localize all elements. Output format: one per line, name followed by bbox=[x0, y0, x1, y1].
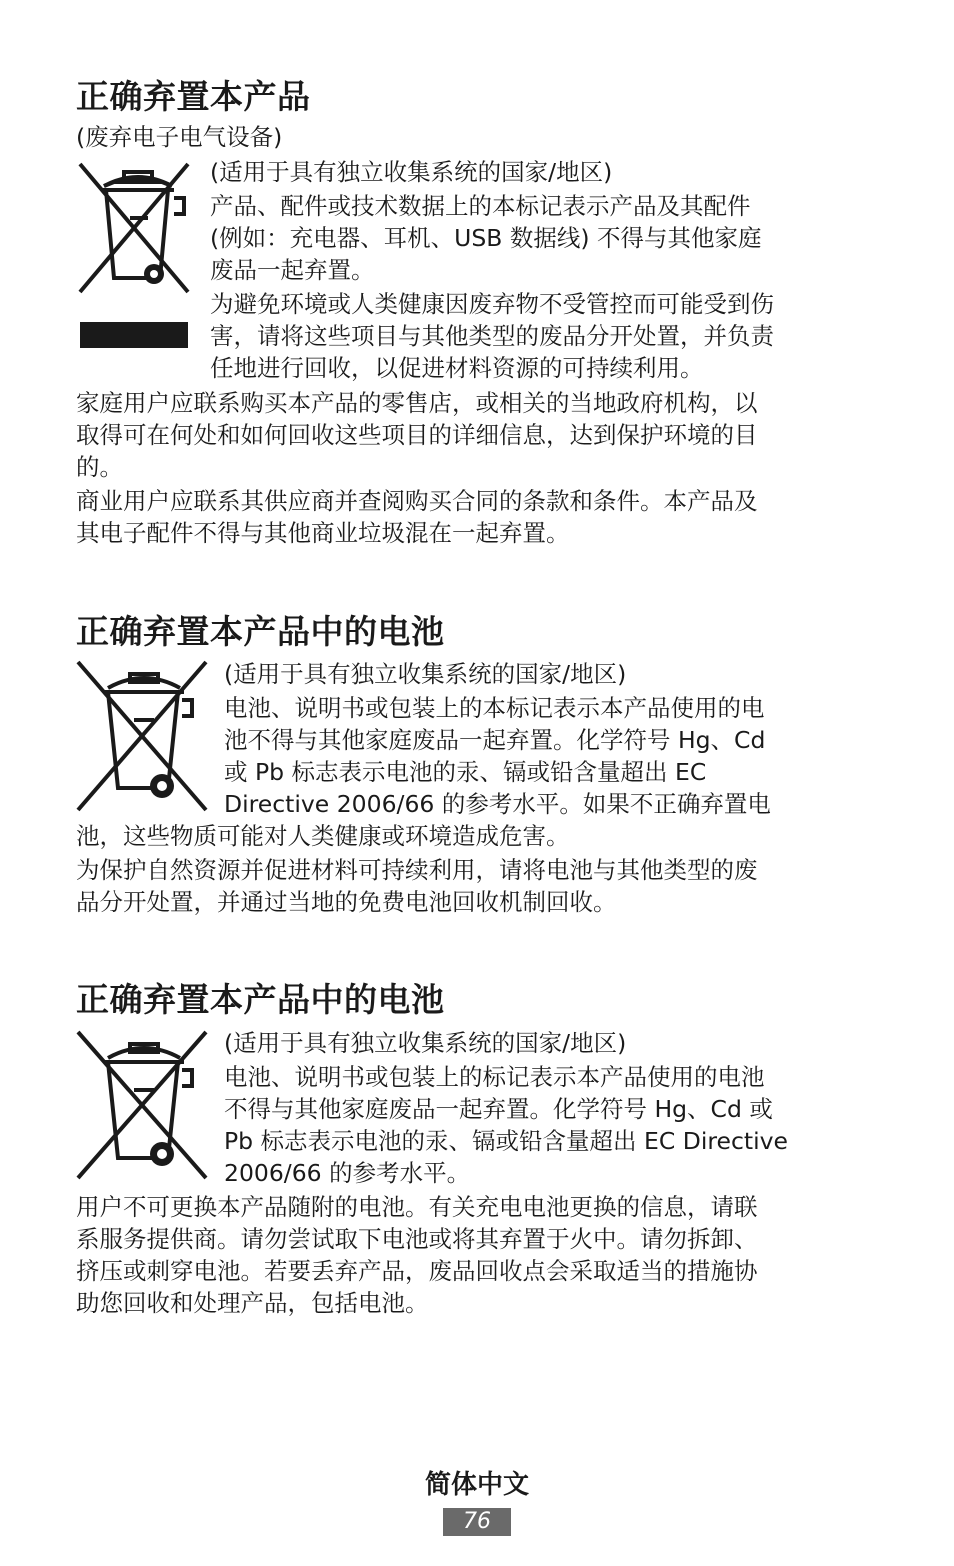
paragraph-line: 挤压或刺穿电池。若要丢弃产品，废品回收点会采取适当的措施协 bbox=[76, 1257, 758, 1285]
paragraph-line: 电池、说明书或包装上的本标记表示本产品使用的电 bbox=[224, 694, 765, 722]
paragraph-line: 2006/66 的参考水平。 bbox=[224, 1159, 471, 1187]
paragraph-line: 不得与其他家庭废品一起弃置。化学符号 Hg、Cd 或 bbox=[224, 1095, 773, 1123]
region-note: (适用于具有独立收集系统的国家/地区) bbox=[224, 660, 627, 688]
paragraph-line: 池，这些物质可能对人类健康或环境造成危害。 bbox=[76, 822, 570, 850]
paragraph-line: 废品一起弃置。 bbox=[210, 256, 375, 284]
paragraph-line: 用户不可更换本产品随附的电池。有关充电电池更换的信息，请联 bbox=[76, 1193, 758, 1221]
paragraph-line: 池不得与其他家庭废品一起弃置。化学符号 Hg、Cd bbox=[224, 726, 766, 754]
region-note: (适用于具有独立收集系统的国家/地区) bbox=[224, 1029, 627, 1057]
paragraph-line: 或 Pb 标志表示电池的汞、镉或铅含量超出 EC bbox=[224, 758, 707, 786]
paragraph-line: Pb 标志表示电池的汞、镉或铅含量超出 EC Directive bbox=[224, 1127, 789, 1155]
footer-language: 简体中文 bbox=[424, 1470, 529, 1500]
section-title-battery: 正确弃置本产品中的电池 bbox=[76, 612, 445, 651]
paragraph-line: 的。 bbox=[76, 453, 123, 481]
paragraph-line: 商业用户应联系其供应商并查阅购买合同的条款和条件。本产品及 bbox=[76, 487, 758, 515]
paragraph-line: 为避免环境或人类健康因废弃物不受管控而可能受到伤 bbox=[210, 290, 774, 318]
battery-crossed-bin-icon bbox=[74, 660, 210, 812]
paragraph-line: 取得可在何处和如何回收这些项目的详细信息，达到保护环境的目 bbox=[76, 421, 758, 449]
paragraph-line: 产品、配件或技术数据上的本标记表示产品及其配件 bbox=[210, 192, 751, 220]
paragraph-line: 其电子配件不得与其他商业垃圾混在一起弃置。 bbox=[76, 519, 570, 547]
paragraph-line: 品分开处置，并通过当地的免费电池回收机制回收。 bbox=[76, 888, 617, 916]
weee-crossed-bin-with-bar-icon bbox=[74, 158, 192, 350]
paragraph-line: 任地进行回收，以促进材料资源的可持续利用。 bbox=[210, 354, 704, 382]
paragraph-line: 电池、说明书或包装上的标记表示本产品使用的电池 bbox=[224, 1063, 765, 1091]
section-title-weee: 正确弃置本产品 bbox=[76, 77, 311, 116]
paragraph-line: 系服务提供商。请勿尝试取下电池或将其弃置于火中。请勿拆卸、 bbox=[76, 1225, 758, 1253]
section-subtitle: (废弃电子电气设备) bbox=[76, 123, 283, 151]
paragraph-line: 家庭用户应联系购买本产品的零售店，或相关的当地政府机构，以 bbox=[76, 389, 758, 417]
paragraph-line: 为保护自然资源并促进材料可持续利用，请将电池与其他类型的废 bbox=[76, 856, 758, 884]
region-note: (适用于具有独立收集系统的国家/地区) bbox=[210, 158, 613, 186]
paragraph-line: 害，请将这些项目与其他类型的废品分开处置，并负责 bbox=[210, 322, 774, 350]
battery-crossed-bin-icon bbox=[74, 1030, 210, 1180]
section-title-battery-nonremovable: 正确弃置本产品中的电池 bbox=[76, 980, 445, 1019]
paragraph-line: 助您回收和处理产品，包括电池。 bbox=[76, 1289, 429, 1317]
paragraph-line: (例如：充电器、耳机、USB 数据线) 不得与其他家庭 bbox=[210, 224, 762, 252]
page-number: 76 bbox=[443, 1508, 511, 1536]
paragraph-line: Directive 2006/66 的参考水平。如果不正确弃置电 bbox=[224, 790, 771, 818]
